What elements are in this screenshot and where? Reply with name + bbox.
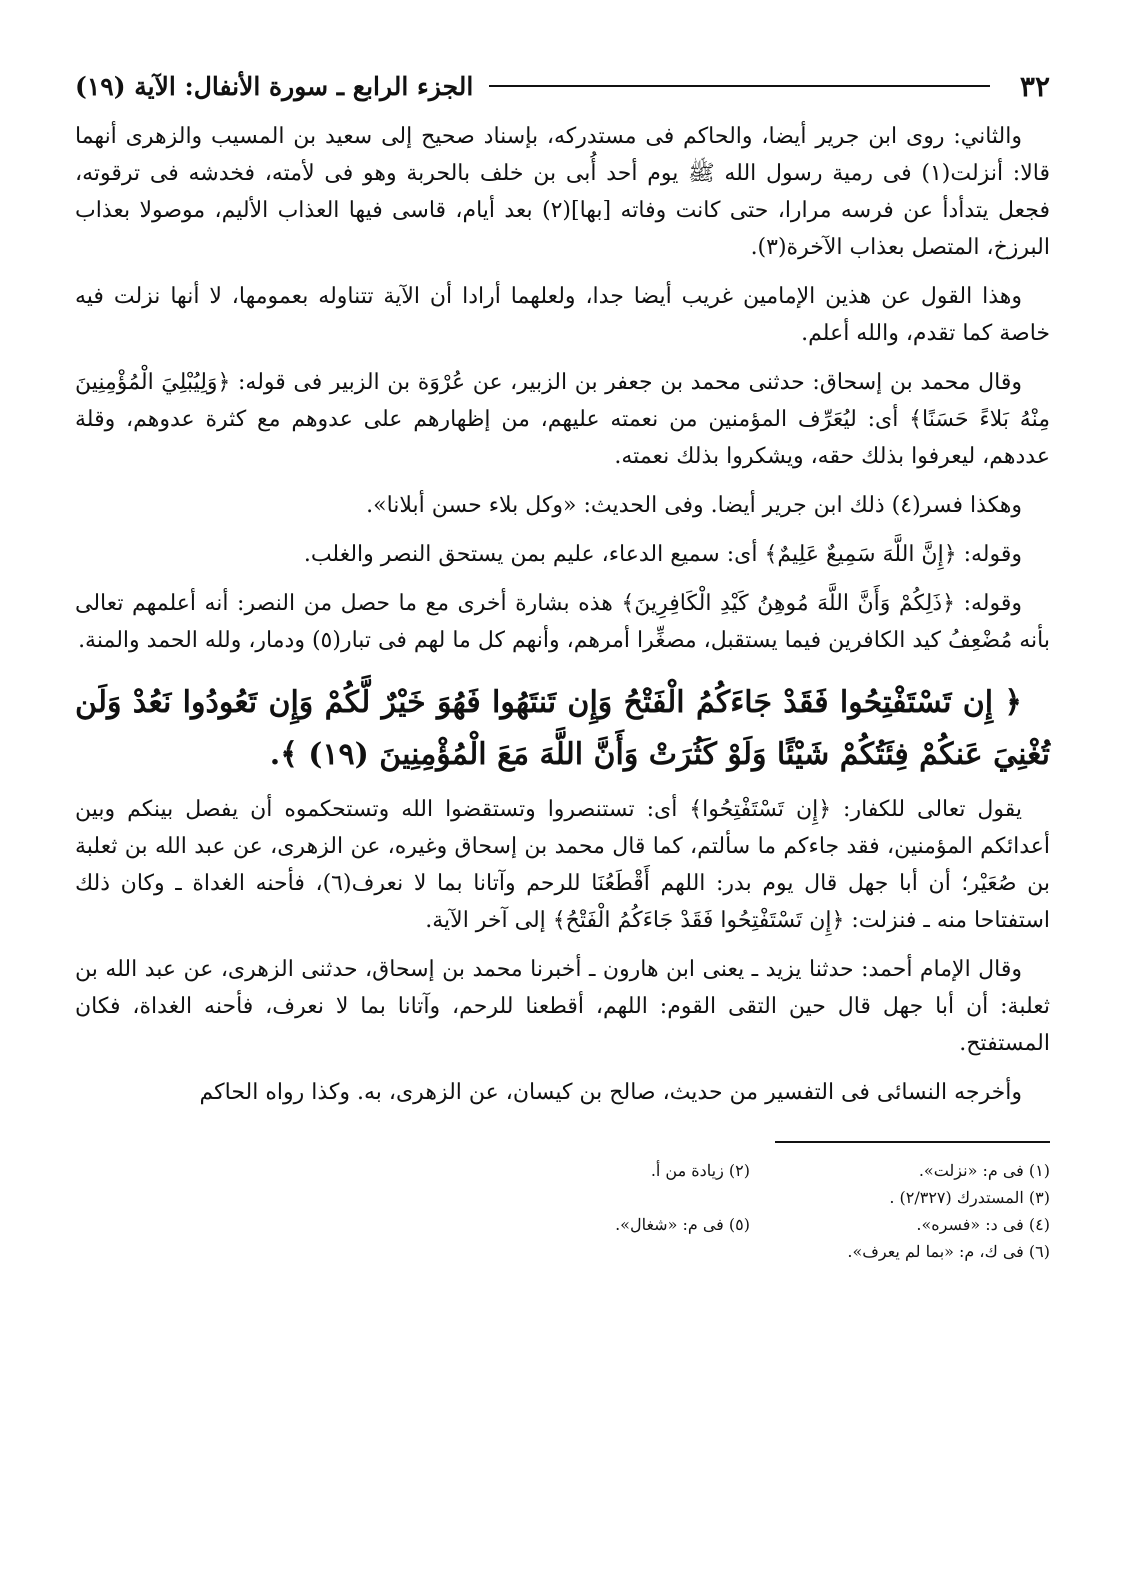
footnote-rule	[775, 1141, 1050, 1143]
page-header	[75, 68, 1050, 104]
body-text	[75, 118, 1050, 1111]
paragraph: وقوله: ﴿إِنَّ اللَّهَ سَمِيعٌ عَلِيمٌ﴾ أى: سميع الدعاء، عليم بمن يستحق النصر والغلب.	[303, 542, 1022, 567]
paragraph: وأخرجه النسائى فى التفسير من حديث، صالح بن كيسان، عن الزهرى، به. وكذا رواه الحاكم	[199, 1080, 1022, 1105]
header-rule	[489, 85, 990, 87]
paragraph: وقوله: ﴿ذَلِكُمْ وَأَنَّ اللَّهَ مُوهِنُ كَيْدِ الْكَافِرِينَ﴾ هذه بشارة أخرى مع ما حصل من النصر: أنه أعلمهم تعالى بأنه مُضْعِفُ كيد الكافرين فيما يستقبل، مصغِّرا أمرهم، وأنهم كل ما لهم فى تبار(٥) ودمار، ولله الحمد والمنة.	[75, 591, 1050, 653]
footnote-5: (٥) فى م: «شغال».	[615, 1215, 750, 1234]
footnote-row	[75, 1157, 1050, 1184]
footnote-6: (٦) فى ك، م: «بما لم يعرف».	[847, 1242, 1050, 1261]
paragraph: وقال محمد بن إسحاق: حدثنى محمد بن جعفر بن الزبير، عن عُرْوَة بن الزبير فى قوله: ﴿وَلِيُبْلِيَ الْمُؤْمِنِينَ مِنْهُ بَلاءً حَسَنًا﴾ أى: ليُعَرِّف المؤمنين من نعمته عليهم، من إظهارهم على عدوهم مع كثرة عدوهم، وقلة عددهم، ليعرفوا بذلك حقه، ويشكروا بذلك نعمته.	[75, 370, 1050, 469]
paragraph: وقال الإمام أحمد: حدثنا يزيد ـ يعنى ابن هارون ـ أخبرنا محمد بن إسحاق، حدثنى الزهرى، عن عبد الله بن ثعلبة: أن أبا جهل قال حين التقى القوم: اللهم، أقطعنا للرحم، وآتانا بما لا نعرف، فأحنه الغداة، فكان المستفتح.	[75, 957, 1050, 1056]
running-title: الجزء الرابع ـ سورة الأنفال: الآية (١٩)	[75, 71, 474, 101]
footnote-row	[75, 1211, 1050, 1238]
paragraph: وهذا القول عن هذين الإمامين غريب أيضا جدا، ولعلهما أرادا أن الآية تتناوله بعمومها، لا أنها نزلت فيه خاصة كما تقدم، والله أعلم.	[75, 284, 1050, 346]
footnote-3: (٣) المستدرك (٢/٣٢٧) .	[889, 1188, 1050, 1207]
footnotes	[75, 1157, 1050, 1265]
footnote-row	[75, 1238, 1050, 1265]
footnote-2: (٢) زيادة من أ.	[650, 1161, 750, 1180]
paragraph: والثاني: روى ابن جرير أيضا، والحاكم فى مستدركه، بإسناد صحيح إلى سعيد بن المسيب والزهرى أنهما قالا: أنزلت(١) فى رمية رسول الله ﷺ يوم أحد أُبى بن خلف بالحربة وهو فى لأمته، فخدشه فى ترقوته، فجعل يتدأدأ عن فرسه مرارا، حتى كانت وفاته [بها](٢) بعد أيام، قاسى فيها العذاب الأليم، موصولا بعذاب البرزخ، المتصل بعذاب الآخرة(٣).	[75, 124, 1051, 260]
footnote-4: (٤) فى د: «فسره».	[916, 1215, 1050, 1234]
footnote-row	[75, 1184, 1050, 1211]
quran-verse: ﴿ إِن تَسْتَفْتِحُوا فَقَدْ جَاءَكُمُ الْفَتْحُ وَإِن تَنتَهُوا فَهُوَ خَيْرٌ لَّكُمْ وَإِن تَعُودُوا نَعُدْ وَلَن تُغْنِيَ عَنكُمْ فِئَتُكُمْ شَيْئًا وَلَوْ كَثُرَتْ وَأَنَّ اللَّهَ مَعَ الْمُؤْمِنِينَ (١٩) ﴾.	[75, 685, 1050, 772]
paragraph: وهكذا فسر(٤) ذلك ابن جرير أيضا. وفى الحديث: «وكل بلاء حسن أبلانا».	[366, 493, 1022, 518]
footnote-1: (١) فى م: «نزلت».	[918, 1161, 1050, 1180]
paragraph: يقول تعالى للكفار: ﴿إِن تَسْتَفْتِحُوا﴾ أى: تستنصروا وتستقضوا الله وتستحكموه أن يفصل بينكم وبين أعدائكم المؤمنين، فقد جاءكم ما سألتم، كما قال محمد بن إسحاق وغيره، عن الزهرى، عن عبد الله بن ثعلبة بن صُعَيْر؛ أن أبا جهل قال يوم بدر: اللهم أَقْطَعُنَا للرحم وآتانا بما لا نعرف(٦)، فأحنه الغداة ـ وكان ذلك استفتاحا منه ـ فنزلت: ﴿إِن تَسْتَفْتِحُوا فَقَدْ جَاءَكُمُ الْفَتْحُ﴾ إلى آخر الآية.	[75, 797, 1050, 933]
page-number: ٣٢	[1019, 69, 1050, 103]
